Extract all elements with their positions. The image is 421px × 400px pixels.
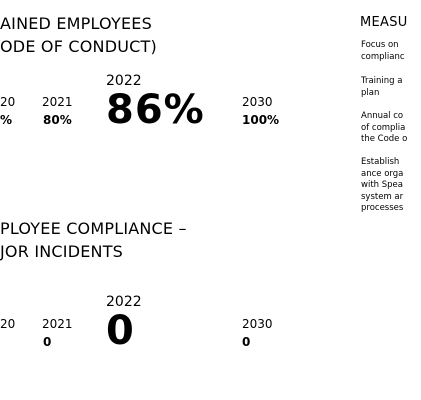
measure-item xyxy=(361,40,421,63)
measure-item-line: with Spea xyxy=(361,180,403,190)
measure-item-line: ance orga xyxy=(361,168,404,179)
section1-year-label: 2021 xyxy=(42,95,73,109)
measure-item-line: processes xyxy=(361,203,404,213)
measure-item-line: of complia xyxy=(361,122,406,133)
measure-item xyxy=(361,111,421,146)
measure-item-line: complianc xyxy=(361,51,405,62)
section1-year-label: 2030 xyxy=(242,95,273,109)
measure-item-line: the Code o xyxy=(361,134,408,144)
section1-hero-year: 2022 xyxy=(106,73,142,89)
measure-item xyxy=(361,157,421,215)
section1-title-line1: AINED EMPLOYEES xyxy=(0,14,152,33)
section2-year-label: 2030 xyxy=(242,317,273,331)
section2-title-line1: PLOYEE COMPLIANCE – xyxy=(0,219,187,238)
section2-title-line2: JOR INCIDENTS xyxy=(0,242,124,261)
section1-year-value: 100% xyxy=(242,113,280,127)
section1-year-label: 20 xyxy=(0,95,16,109)
section1-year-value: 80% xyxy=(43,113,72,127)
section2-hero-value: 0 xyxy=(106,308,135,354)
section1-title-line2: ODE OF CONDUCT) xyxy=(0,37,157,56)
section1-hero-value: 86% xyxy=(106,87,205,133)
section2-year-value: 0 xyxy=(242,335,251,349)
section2-year-value: 0 xyxy=(43,335,52,349)
measures-heading: MEASU xyxy=(360,15,408,30)
measure-item-line: system ar xyxy=(361,191,404,202)
measure-item-line: plan xyxy=(361,87,380,98)
measure-item-line: Training a xyxy=(361,76,403,86)
section1-year-value: % xyxy=(0,113,13,127)
section2-year-label: 20 xyxy=(0,317,16,331)
measure-item-line: Annual co xyxy=(361,111,404,121)
section2-year-label: 2021 xyxy=(42,317,73,331)
section2-hero-year: 2022 xyxy=(106,294,142,310)
measure-item-line: Establish xyxy=(361,157,400,167)
measure-item-line: Focus on xyxy=(361,40,399,50)
measure-item xyxy=(361,76,421,99)
